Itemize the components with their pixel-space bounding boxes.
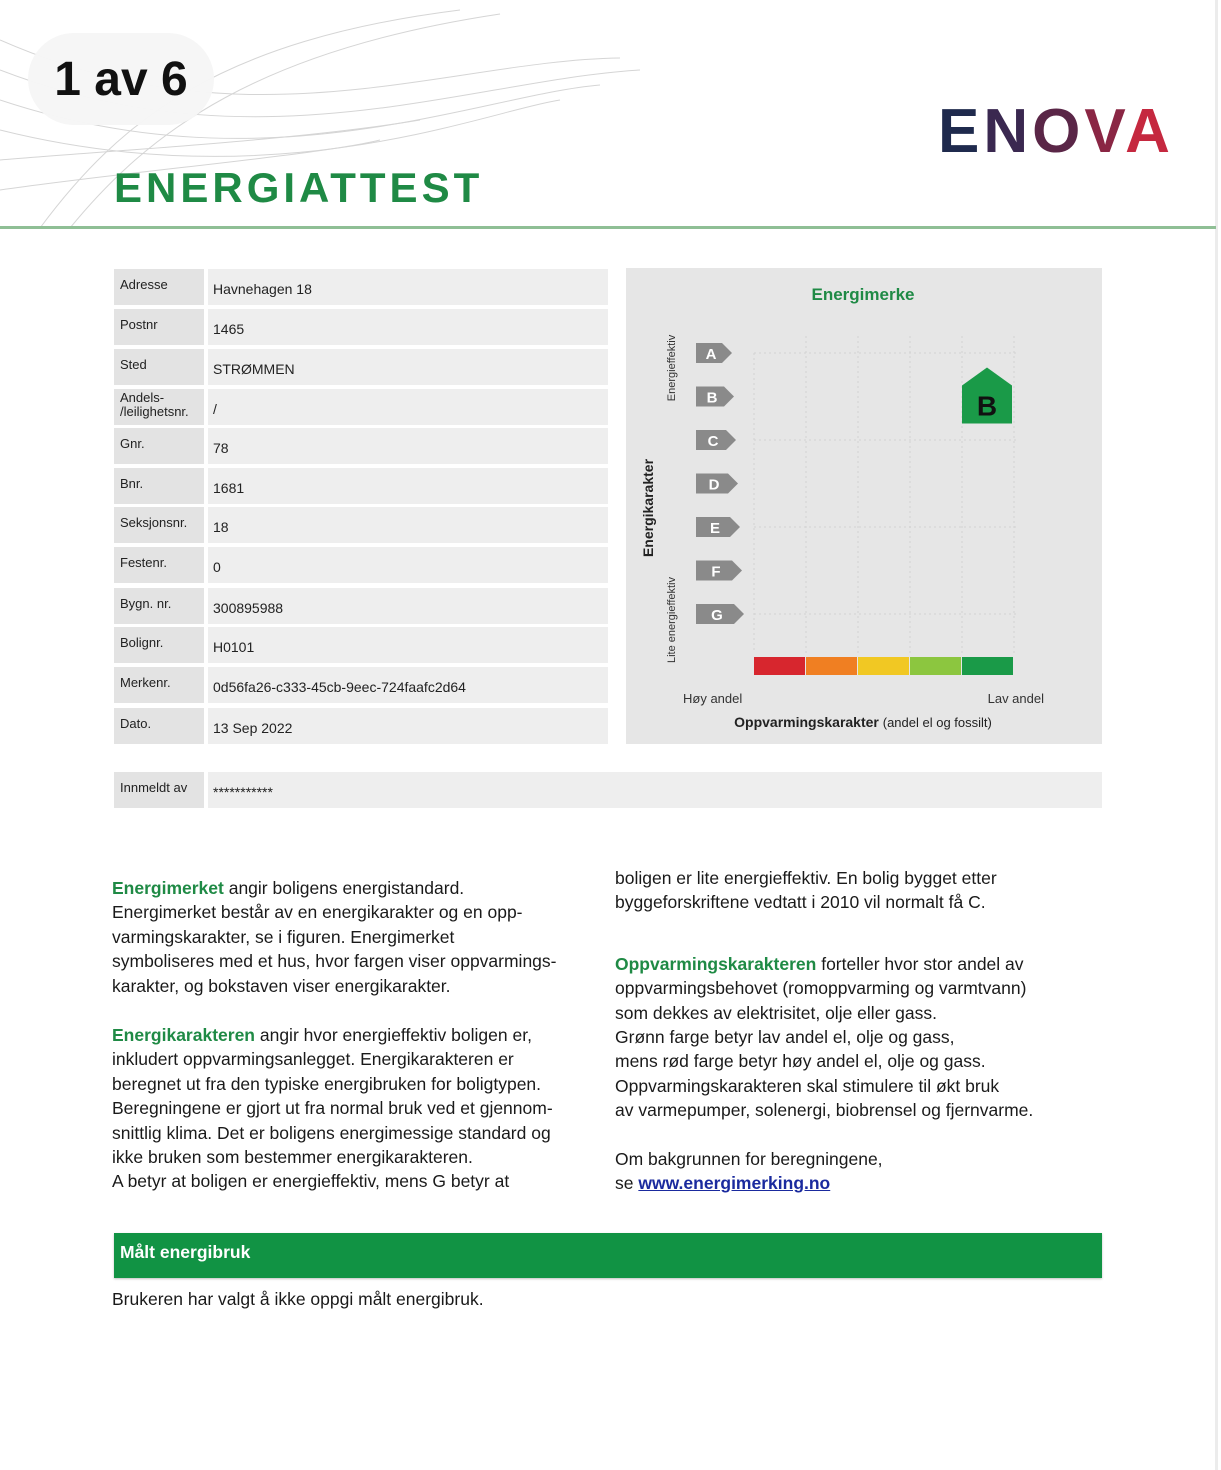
text-line: angir hvor energieffektiv boligen er, xyxy=(255,1025,532,1046)
enova-logo: ENOVA xyxy=(938,97,1174,166)
info-row-seksjonsnr xyxy=(114,507,608,543)
text-line: inkludert oppvarmingsanlegget. Energikarakteren er xyxy=(112,1049,514,1070)
info-label: Andels- /leilighetsnr. xyxy=(114,389,204,425)
energy-top-label: Energieffektiv xyxy=(666,334,678,402)
heating-segment-2 xyxy=(806,657,857,675)
info-row-adresse xyxy=(114,269,608,305)
info-label: Festenr. xyxy=(114,547,204,583)
info-value: / xyxy=(208,389,608,425)
text-prefix: se xyxy=(615,1173,639,1194)
heating-segment-3 xyxy=(858,657,909,675)
info-value: 13 Sep 2022 xyxy=(208,708,608,744)
info-value: 0d56fa26-c333-45cb-9eec-724faafc2d64 xyxy=(208,667,608,703)
energy-bottom-label: Lite energieffektiv xyxy=(666,576,678,664)
text-line: Energimerket består av en energikarakter og en opp- xyxy=(112,902,523,923)
grade-label-d: D xyxy=(708,476,720,494)
info-label: Innmeldt av xyxy=(114,772,204,808)
text-line: symboliseres med et hus, hvor fargen viser oppvarmings- xyxy=(112,951,557,972)
text-line: boligen er lite energieffektiv. En bolig bygget etter xyxy=(615,868,997,888)
text-line: beregnet ut fra den typiske energibruken for boligtypen. xyxy=(112,1073,542,1094)
text-line: byggeforskriftene vedtatt i 2010 vil normalt få C. xyxy=(615,892,986,913)
info-row-gnr xyxy=(114,428,608,464)
grade-label-c: C xyxy=(707,433,719,450)
info-value: STRØMMEN xyxy=(208,349,608,385)
info-value: H0101 xyxy=(208,627,608,663)
page-counter: 1 av 6 xyxy=(28,33,214,125)
grade-label-f: F xyxy=(711,563,721,581)
info-label: Merkenr. xyxy=(114,667,204,703)
text-line: ikke bruken som bestemmer energikarakteren. xyxy=(112,1147,473,1168)
text-line: mens rød farge betyr høy andel el, olje og gass. xyxy=(615,1051,986,1072)
paragraph-oppvarmingskarakteren xyxy=(615,952,1095,1123)
grade-label-e: E xyxy=(709,520,721,537)
result-grade-label: B xyxy=(976,390,998,422)
text-line: Beregningene er gjort ut fra normal bruk ved et gjennom- xyxy=(112,1098,553,1119)
info-value: 18 xyxy=(208,507,608,543)
text-right-column xyxy=(615,866,1095,1195)
heating-segment-4 xyxy=(910,657,961,675)
info-value: 0 xyxy=(208,547,608,583)
energy-label-svg xyxy=(626,268,1102,744)
text-line: Grønn farge betyr lav andel el, olje og gass, xyxy=(615,1027,955,1048)
info-value: *********** xyxy=(208,772,1102,808)
paragraph-energikarakteren xyxy=(112,1023,592,1194)
energimerking-link[interactable]: www.energimerking.no xyxy=(638,1173,831,1194)
info-row-postnr xyxy=(114,309,608,345)
energy-axis-label: Energikarakter xyxy=(640,458,656,558)
info-label: Postnr xyxy=(114,309,204,345)
info-label: Bygn. nr. xyxy=(114,588,204,624)
info-label: Seksjonsnr. xyxy=(114,507,204,543)
info-row-merkenr xyxy=(114,667,608,703)
x-axis-title: Oppvarmingskarakter xyxy=(734,714,879,730)
text-line: varmingskarakter, se i figuren. Energimerket xyxy=(112,926,455,947)
lead-energikarakteren: Energikarakteren xyxy=(112,1025,255,1046)
grade-label-a: A xyxy=(705,346,717,363)
info-label: Bolignr. xyxy=(114,627,204,663)
info-row-innmeldt xyxy=(114,772,1102,808)
lead-oppvarmingskarakteren: Oppvarmingskarakteren xyxy=(615,953,817,974)
info-value: 300895988 xyxy=(208,588,608,624)
paragraph-background xyxy=(615,1147,1095,1196)
info-row-sted xyxy=(114,349,608,385)
info-row-festenr xyxy=(114,547,608,583)
heating-segment-5 xyxy=(962,657,1013,675)
x-right-label: Lav andel xyxy=(987,691,1044,706)
text-line: A betyr at boligen er energieffektiv, mens G betyr at xyxy=(112,1171,510,1192)
result-house xyxy=(962,368,1012,424)
grade-label-b: B xyxy=(706,389,718,407)
lead-energimerket: Energimerket xyxy=(112,878,224,898)
paragraph-continued xyxy=(615,866,1095,915)
text-line: av varmepumper, solenergi, biobrensel og fjernvarme. xyxy=(615,1100,1034,1121)
energy-label-chart xyxy=(626,268,1102,744)
info-value: Havnehagen 18 xyxy=(208,269,608,305)
text-line: Oppvarmingskarakteren skal stimulere til økt bruk xyxy=(615,1075,1000,1096)
info-value: 78 xyxy=(208,428,608,464)
info-value: 1465 xyxy=(208,309,608,345)
text-line: karakter, og bokstaven viser energikarakter. xyxy=(112,975,451,996)
measured-energy-title: Målt energibruk xyxy=(120,1242,251,1262)
document-title: ENERGIATTEST xyxy=(114,164,484,211)
grade-arrows xyxy=(696,343,744,624)
info-row-bolignr xyxy=(114,627,608,663)
heating-segment-1 xyxy=(754,657,805,675)
measured-energy-note: Brukeren har valgt å ikke oppgi målt energibruk. xyxy=(112,1289,484,1309)
grade-label-g: G xyxy=(711,607,723,624)
text-line: snittlig klima. Det er boligens energimessige standard og xyxy=(112,1122,551,1143)
text-left-column xyxy=(112,876,592,1194)
info-label: Dato. xyxy=(114,708,204,744)
text-line: Om bakgrunnen for beregningene, xyxy=(615,1148,883,1169)
measured-energy-header xyxy=(114,1233,1102,1278)
text-line: angir boligens energistandard. xyxy=(223,878,465,898)
paragraph-energimerket xyxy=(112,876,592,998)
heating-scale xyxy=(754,657,1013,675)
x-left-label: Høy andel xyxy=(683,691,743,706)
x-axis-title-line xyxy=(734,714,992,730)
energy-label-title: Energimerke xyxy=(811,285,915,304)
text-line: oppvarmingsbehovet (romoppvarming og varmtvann) xyxy=(615,978,1027,999)
info-row-bnr xyxy=(114,468,608,504)
info-row-dato xyxy=(114,708,608,744)
info-value: 1681 xyxy=(208,468,608,504)
x-axis-subtitle: (andel el og fossilt) xyxy=(882,715,992,730)
header-divider xyxy=(0,226,1216,229)
text-line: som dekkes av elektrisitet, olje eller gass. xyxy=(615,1002,937,1023)
info-row-bygnnr xyxy=(114,588,608,624)
info-label: Gnr. xyxy=(114,428,204,464)
info-row-andelsnr xyxy=(114,389,608,425)
info-label: Adresse xyxy=(114,269,204,305)
text-line: forteller hvor stor andel av xyxy=(816,953,1024,974)
info-label: Bnr. xyxy=(114,468,204,504)
info-label: Sted xyxy=(114,349,204,385)
